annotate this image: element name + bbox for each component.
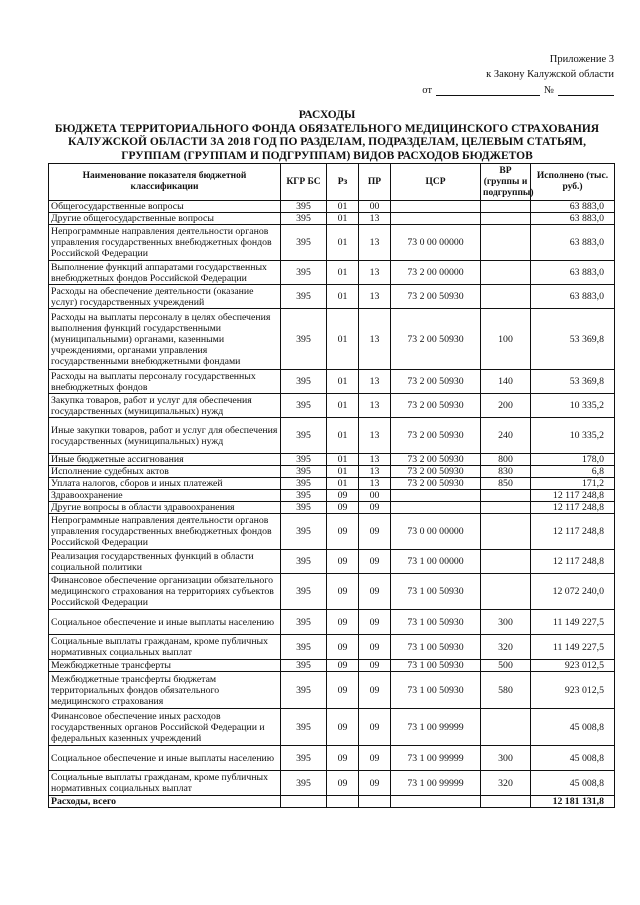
cell-name: Иные бюджетные ассигнования — [49, 454, 281, 466]
cell-name: Иные закупки товаров, работ и услуг для обеспечения государственных (муниципальных) нужд — [49, 418, 281, 454]
table-row — [49, 550, 615, 574]
cell-pr: 00 — [359, 201, 391, 213]
cell-kgr: 395 — [281, 394, 327, 418]
cell-pr: 09 — [359, 672, 391, 709]
cell-name: Расходы на выплаты персоналу государственных внебюджетных фондов — [49, 370, 281, 394]
cell-amount: 12 117 248,8 — [531, 514, 615, 550]
cell-name: Исполнение судебных актов — [49, 466, 281, 478]
cell-vr — [481, 490, 531, 502]
cell-kgr: 395 — [281, 660, 327, 672]
table-row — [49, 746, 615, 771]
table-row — [49, 418, 615, 454]
cell-amount: 12 072 240,0 — [531, 574, 615, 610]
cell-vr: 140 — [481, 370, 531, 394]
header-name: Наименование показателя бюджетной классификации — [49, 164, 281, 201]
cell-kgr: 395 — [281, 285, 327, 309]
cell-pr: 09 — [359, 502, 391, 514]
cell-amount: 171,2 — [531, 478, 615, 490]
cell-kgr: 395 — [281, 201, 327, 213]
cell-kgr: 395 — [281, 502, 327, 514]
header-amount: Исполнено (тыс. руб.) — [531, 164, 615, 201]
cell-csr: 73 2 00 50930 — [391, 309, 481, 370]
cell-vr — [481, 502, 531, 514]
cell-amount: 11 149 227,5 — [531, 635, 615, 660]
cell-kgr: 395 — [281, 225, 327, 261]
table-row — [49, 574, 615, 610]
cell-amount: 45 008,8 — [531, 709, 615, 746]
cell-csr — [391, 201, 481, 213]
cell-kgr: 395 — [281, 574, 327, 610]
cell-amount: 63 883,0 — [531, 261, 615, 285]
table-row — [49, 309, 615, 370]
cell-rz: 09 — [327, 550, 359, 574]
cell-name: Финансовое обеспечение организации обязательного медицинского страхования на территориях субъектов Российской Федерации — [49, 574, 281, 610]
cell-name: Социальное обеспечение и иные выплаты населению — [49, 746, 281, 771]
cell-kgr: 395 — [281, 213, 327, 225]
cell-name: Социальное обеспечение и иные выплаты населению — [49, 610, 281, 635]
cell-name: Межбюджетные трансферты — [49, 660, 281, 672]
cell-csr: 73 2 00 50930 — [391, 394, 481, 418]
table-row — [49, 514, 615, 550]
cell-rz: 01 — [327, 466, 359, 478]
cell-amount: 63 883,0 — [531, 213, 615, 225]
header-rz: Рз — [327, 164, 359, 201]
cell-pr: 00 — [359, 490, 391, 502]
expenses-table — [48, 163, 615, 808]
cell-name: Социальные выплаты гражданам, кроме публичных нормативных социальных выплат — [49, 771, 281, 796]
cell-kgr: 395 — [281, 490, 327, 502]
cell-vr: 320 — [481, 771, 531, 796]
cell-name: Реализация государственных функций в области социальной политики — [49, 550, 281, 574]
cell-csr: 73 2 00 00000 — [391, 261, 481, 285]
empty-cell — [327, 796, 359, 808]
appendix-header — [486, 52, 614, 82]
cell-rz: 01 — [327, 261, 359, 285]
table-body — [49, 201, 615, 808]
cell-vr — [481, 213, 531, 225]
cell-pr: 13 — [359, 478, 391, 490]
cell-csr: 73 1 00 99999 — [391, 746, 481, 771]
cell-csr: 73 0 00 00000 — [391, 514, 481, 550]
cell-name: Непрограммные направления деятельности органов управления государственных внебюджетных фондов Российской Федерации — [49, 514, 281, 550]
cell-csr: 73 2 00 50930 — [391, 454, 481, 466]
cell-pr: 09 — [359, 610, 391, 635]
cell-kgr: 395 — [281, 635, 327, 660]
cell-vr: 300 — [481, 610, 531, 635]
table-row — [49, 502, 615, 514]
cell-name: Другие общегосударственные вопросы — [49, 213, 281, 225]
cell-name: Уплата налогов, сборов и иных платежей — [49, 478, 281, 490]
cell-csr: 73 1 00 99999 — [391, 709, 481, 746]
table-row — [49, 660, 615, 672]
cell-vr: 100 — [481, 309, 531, 370]
cell-amount: 178,0 — [531, 454, 615, 466]
cell-amount: 11 149 227,5 — [531, 610, 615, 635]
table-header-row — [49, 164, 615, 201]
cell-pr: 09 — [359, 514, 391, 550]
cell-rz: 01 — [327, 285, 359, 309]
cell-vr — [481, 201, 531, 213]
cell-csr: 73 2 00 50930 — [391, 418, 481, 454]
cell-rz: 01 — [327, 478, 359, 490]
header-vr: ВР (группы и подгруппы) — [481, 164, 531, 201]
cell-vr: 320 — [481, 635, 531, 660]
table-row — [49, 213, 615, 225]
cell-vr: 850 — [481, 478, 531, 490]
header-kgr: КГР БС — [281, 164, 327, 201]
title-line-2: БЮДЖЕТА ТЕРРИТОРИАЛЬНОГО ФОНДА ОБЯЗАТЕЛЬНОГО МЕДИЦИНСКОГО СТРАХОВАНИЯ — [54, 122, 600, 135]
title-line-4: ГРУППАМ (ГРУППАМ И ПОДГРУППАМ) ВИДОВ РАСХОДОВ БЮДЖЕТОВ — [121, 149, 533, 162]
cell-vr: 500 — [481, 660, 531, 672]
cell-vr — [481, 574, 531, 610]
cell-vr: 830 — [481, 466, 531, 478]
cell-amount: 45 008,8 — [531, 771, 615, 796]
table-row — [49, 478, 615, 490]
cell-name: Расходы на обеспечение деятельности (оказание услуг) государственных учреждений — [49, 285, 281, 309]
table-row — [49, 225, 615, 261]
cell-kgr: 395 — [281, 709, 327, 746]
title-line-1: РАСХОДЫ — [298, 109, 356, 121]
cell-csr: 73 1 00 50930 — [391, 635, 481, 660]
cell-vr: 240 — [481, 418, 531, 454]
cell-pr: 13 — [359, 285, 391, 309]
cell-rz: 09 — [327, 660, 359, 672]
cell-rz: 09 — [327, 709, 359, 746]
cell-pr: 09 — [359, 574, 391, 610]
cell-vr: 580 — [481, 672, 531, 709]
table-row — [49, 709, 615, 746]
cell-pr: 13 — [359, 394, 391, 418]
table-row — [49, 771, 615, 796]
cell-kgr: 395 — [281, 771, 327, 796]
cell-rz: 01 — [327, 454, 359, 466]
cell-kgr: 395 — [281, 746, 327, 771]
table-row — [49, 672, 615, 709]
document-title — [40, 109, 614, 163]
cell-csr: 73 2 00 50930 — [391, 370, 481, 394]
cell-name: Непрограммные направления деятельности органов управления государственных внебюджетных фондов Российской Федерации — [49, 225, 281, 261]
cell-name: Закупка товаров, работ и услуг для обеспечения государственных (муниципальных) нужд — [49, 394, 281, 418]
cell-csr — [391, 502, 481, 514]
cell-csr: 73 1 00 50930 — [391, 672, 481, 709]
cell-pr: 13 — [359, 418, 391, 454]
cell-rz: 01 — [327, 201, 359, 213]
cell-pr: 13 — [359, 370, 391, 394]
cell-kgr: 395 — [281, 610, 327, 635]
cell-rz: 09 — [327, 771, 359, 796]
cell-amount: 10 335,2 — [531, 418, 615, 454]
appendix-line-2: к Закону Калужской области — [486, 69, 614, 80]
table-row — [49, 285, 615, 309]
cell-pr: 09 — [359, 771, 391, 796]
cell-csr: 73 1 00 00000 — [391, 550, 481, 574]
cell-amount: 6,8 — [531, 466, 615, 478]
cell-name: Финансовое обеспечение иных расходов государственных органов Российской Федерации и федеральных казенных учреждений — [49, 709, 281, 746]
table-row — [49, 454, 615, 466]
cell-vr — [481, 514, 531, 550]
cell-kgr: 395 — [281, 514, 327, 550]
table-row — [49, 261, 615, 285]
cell-vr — [481, 285, 531, 309]
header-csr: ЦСР — [391, 164, 481, 201]
cell-pr: 13 — [359, 261, 391, 285]
cell-rz: 01 — [327, 370, 359, 394]
number-blank — [558, 84, 614, 96]
cell-csr — [391, 213, 481, 225]
cell-csr: 73 2 00 50930 — [391, 285, 481, 309]
cell-vr — [481, 261, 531, 285]
cell-kgr: 395 — [281, 466, 327, 478]
cell-pr: 13 — [359, 466, 391, 478]
cell-amount: 923 012,5 — [531, 660, 615, 672]
cell-csr: 73 2 00 50930 — [391, 466, 481, 478]
cell-name: Межбюджетные трансферты бюджетам территориальных фондов обязательного медицинского страхования — [49, 672, 281, 709]
cell-vr: 800 — [481, 454, 531, 466]
cell-amount: 63 883,0 — [531, 201, 615, 213]
total-amount: 12 181 131,8 — [531, 796, 615, 808]
cell-rz: 09 — [327, 490, 359, 502]
from-label: от — [422, 85, 432, 96]
title-line-3: КАЛУЖСКОЙ ОБЛАСТИ ЗА 2018 ГОД ПО РАЗДЕЛАМ, ПОДРАЗДЕЛАМ, ЦЕЛЕВЫМ СТАТЬЯМ, — [67, 136, 586, 148]
cell-kgr: 395 — [281, 370, 327, 394]
cell-csr: 73 0 00 00000 — [391, 225, 481, 261]
cell-name: Общегосударственные вопросы — [49, 201, 281, 213]
cell-csr: 73 1 00 50930 — [391, 660, 481, 672]
empty-cell — [281, 796, 327, 808]
table-row — [49, 635, 615, 660]
cell-kgr: 395 — [281, 309, 327, 370]
header-pr: ПР — [359, 164, 391, 201]
cell-csr: 73 1 00 50930 — [391, 610, 481, 635]
cell-rz: 01 — [327, 225, 359, 261]
cell-amount: 53 369,8 — [531, 309, 615, 370]
cell-pr: 09 — [359, 635, 391, 660]
total-label: Расходы, всего — [49, 796, 281, 808]
table-row — [49, 490, 615, 502]
cell-amount: 12 117 248,8 — [531, 550, 615, 574]
cell-csr: 73 1 00 99999 — [391, 771, 481, 796]
cell-kgr: 395 — [281, 418, 327, 454]
table-row — [49, 201, 615, 213]
cell-pr: 09 — [359, 550, 391, 574]
cell-amount: 63 883,0 — [531, 225, 615, 261]
cell-rz: 01 — [327, 309, 359, 370]
cell-csr: 73 1 00 50930 — [391, 574, 481, 610]
cell-rz: 09 — [327, 610, 359, 635]
empty-cell — [481, 796, 531, 808]
cell-amount: 12 117 248,8 — [531, 490, 615, 502]
appendix-line-1: Приложение 3 — [549, 54, 614, 65]
cell-vr — [481, 550, 531, 574]
date-blank — [436, 84, 540, 96]
cell-amount: 10 335,2 — [531, 394, 615, 418]
cell-rz: 09 — [327, 635, 359, 660]
table-row — [49, 610, 615, 635]
cell-name: Социальные выплаты гражданам, кроме публичных нормативных социальных выплат — [49, 635, 281, 660]
cell-csr: 73 2 00 50930 — [391, 478, 481, 490]
number-label: № — [543, 85, 554, 96]
cell-pr: 13 — [359, 454, 391, 466]
cell-vr: 200 — [481, 394, 531, 418]
cell-rz: 09 — [327, 502, 359, 514]
cell-kgr: 395 — [281, 672, 327, 709]
cell-name: Расходы на выплаты персоналу в целях обеспечения выполнения функций государственными (муниципальными) органами, казенными учреждениями, органами управления государственными внебюджетными фондами — [49, 309, 281, 370]
cell-vr: 300 — [481, 746, 531, 771]
total-row — [49, 796, 615, 808]
cell-pr: 09 — [359, 709, 391, 746]
cell-amount: 12 117 248,8 — [531, 502, 615, 514]
cell-name: Выполнение функций аппаратами государственных внебюджетных фондов Российской Федерации — [49, 261, 281, 285]
cell-kgr: 395 — [281, 454, 327, 466]
cell-rz: 01 — [327, 394, 359, 418]
cell-vr — [481, 709, 531, 746]
cell-kgr: 395 — [281, 478, 327, 490]
cell-amount: 923 012,5 — [531, 672, 615, 709]
cell-amount: 53 369,8 — [531, 370, 615, 394]
cell-pr: 13 — [359, 213, 391, 225]
cell-rz: 01 — [327, 418, 359, 454]
cell-rz: 09 — [327, 514, 359, 550]
cell-pr: 13 — [359, 225, 391, 261]
cell-kgr: 395 — [281, 261, 327, 285]
empty-cell — [391, 796, 481, 808]
cell-pr: 13 — [359, 309, 391, 370]
table-row — [49, 466, 615, 478]
cell-csr — [391, 490, 481, 502]
date-number-line — [422, 84, 614, 96]
cell-amount: 63 883,0 — [531, 285, 615, 309]
empty-cell — [359, 796, 391, 808]
table-row — [49, 370, 615, 394]
cell-name: Здравоохранение — [49, 490, 281, 502]
cell-kgr: 395 — [281, 550, 327, 574]
cell-rz: 01 — [327, 213, 359, 225]
cell-rz: 09 — [327, 672, 359, 709]
cell-pr: 09 — [359, 660, 391, 672]
cell-pr: 09 — [359, 746, 391, 771]
cell-name: Другие вопросы в области здравоохранения — [49, 502, 281, 514]
table-row — [49, 394, 615, 418]
cell-rz: 09 — [327, 574, 359, 610]
cell-amount: 45 008,8 — [531, 746, 615, 771]
cell-vr — [481, 225, 531, 261]
cell-rz: 09 — [327, 746, 359, 771]
